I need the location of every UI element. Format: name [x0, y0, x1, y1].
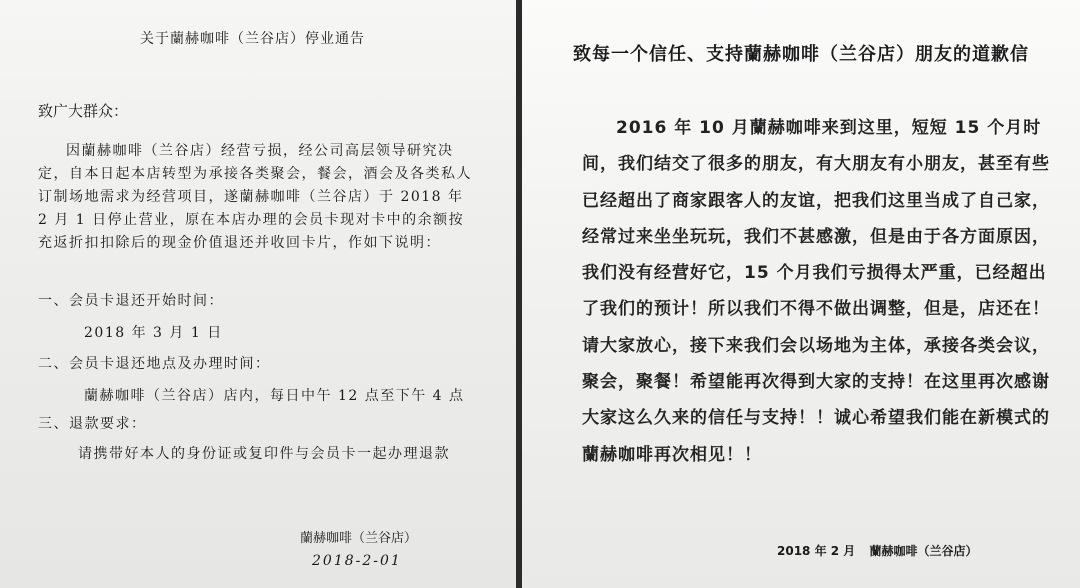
item1-value: 2018 年 3 月 1 日 — [84, 325, 223, 341]
letter-date: 2018 年 2 月 — [777, 544, 856, 558]
item2-value: 蘭赫咖啡（兰谷店）店内，每日中午 12 点至下午 4 点 — [84, 388, 465, 404]
item3-heading: 三、退款要求： — [38, 416, 147, 432]
item3-value: 请携带好本人的身份证或复印件与会员卡一起办理退款 — [78, 446, 450, 462]
notice-title: 关于蘭赫咖啡（兰谷店）停业通告 — [140, 31, 365, 47]
closure-notice-sheet — [0, 0, 516, 588]
notice-signature: 蘭赫咖啡（兰谷店） — [300, 531, 418, 546]
letter-footer — [777, 542, 988, 559]
letter-body: 2016 年 10 月蘭赫咖啡来到这里，短短 15 个月时间，我们结交了很多的朋友，有大朋友有小朋友，甚至有些已经超出了商家跟客人的友谊，把我们这里当成了自己家，经常过来坐坐玩玩，我们不甚感激，但是由于各方面原因，我们没有经营好它，15 个月我们亏损得太严重，已经超出了我们的预计！所以我们不得不做出调整，但是，店还在！请大家放心，接下来我们会以场地为主体，承接各类会议，聚会，聚餐！希望能再次得到大家的支持！在这里再次感谢大家这么久来的信任与支持！！诚心希望我们能在新模式的蘭赫咖啡再次相见！！ — [582, 118, 1050, 465]
letter-title: 致每一个信任、支持蘭赫咖啡（兰谷店）朋友的道歉信 — [573, 44, 1029, 65]
letter-signature: 蘭赫咖啡（兰谷店） — [869, 544, 978, 558]
notice-greeting: 致广大群众： — [38, 102, 129, 120]
apology-letter-sheet — [522, 0, 1080, 588]
notice-date: 2018-2-01 — [312, 553, 402, 569]
item1-heading: 一、会员卡退还开始时间： — [38, 293, 224, 309]
notice-body: 因蘭赫咖啡（兰谷店）经营亏损，经公司高层领导研究决定，自本日起本店转型为承接各类聚会，餐会，酒会及各类私人订制场地需求为经营项目，遂蘭赫咖啡（兰谷店）于 2018 年 2 月 1 日停止营业，原在本店办理的会员卡现对卡中的余额按充返折扣扣除后的现金价值退还并收回卡片，作如下说明： — [38, 143, 472, 251]
item2-heading: 二、会员卡退还地点及办理时间： — [38, 356, 271, 372]
